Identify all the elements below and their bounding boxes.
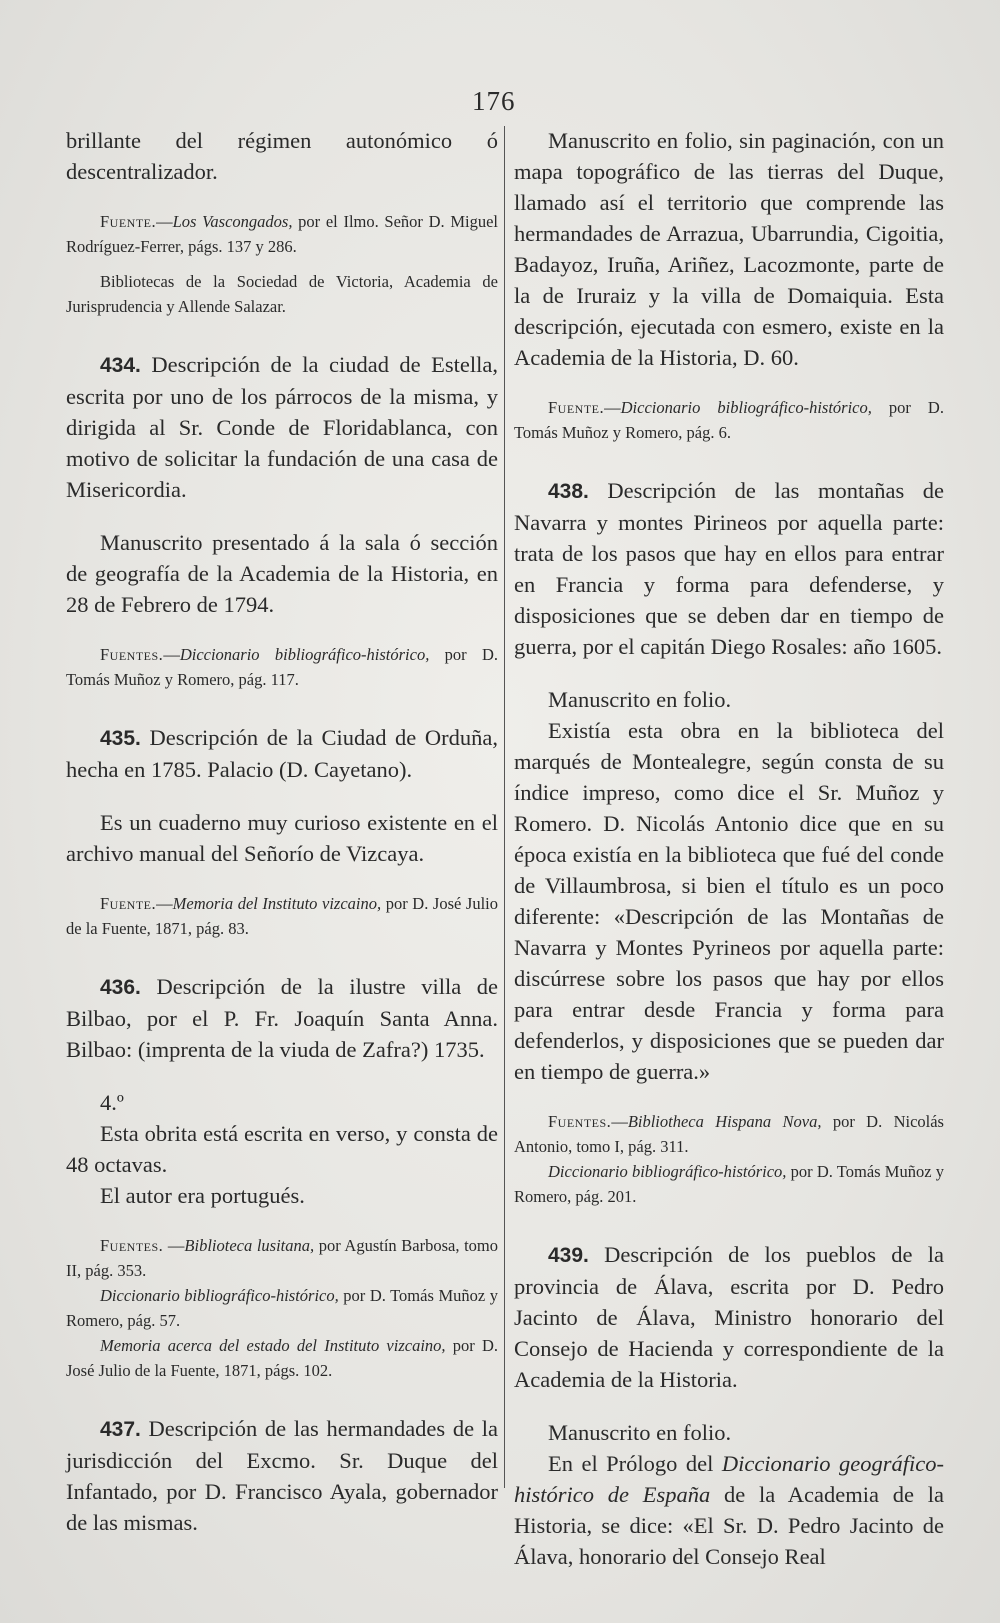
entry-439-heading [514, 1239, 944, 1395]
source-detail: por D. Tomás Muñoz y Romero, pág. 201. [514, 1162, 944, 1206]
entry-434-heading [66, 349, 498, 505]
entry-438-source-2 [514, 1159, 944, 1209]
source-label: Fuente. [548, 398, 605, 417]
entry-438-format: Manuscrito en folio. [548, 687, 732, 712]
source-label: Fuentes. [548, 1112, 612, 1131]
source-title: Diccionario bibliográfico-histórico, [620, 398, 872, 417]
entry-438-source-1: Fuentes.—Bibliotheca Hispana Nova, por D. Nicolás Antonio, tomo I, pág. 311. [514, 1112, 944, 1156]
entry-436-heading [66, 971, 498, 1065]
entry-437-description: Manuscrito en folio, sin paginación, con un mapa topográfico de las tierras del Duque, llamado así el territorio que comprende las hermandades de Arrazua, Ubarrundia, Cigoitia, Badayoz, Iruña, Ariñez, Lacozmonte, parte de la de Iruraiz y la villa de Domaiquia. Esta descripción, ejecutada con esmero, existe en la Academia de la Historia, D. 60. [514, 128, 944, 370]
column-divider [504, 126, 505, 1488]
entry-number: 436. [100, 976, 141, 999]
entry-438-heading [514, 475, 944, 662]
continued-text: brillante del régimen autonómico ó descentralizador. [66, 128, 498, 184]
entry-436-source-2 [66, 1283, 498, 1333]
source-detail: por D. Tomás Muñoz y Romero, pág. 6. [514, 398, 944, 442]
entry-title: Descripción de los pueblos de la provincia de Álava, escrita por D. Pedro Jacinto de Álava, Ministro honorario del Consejo de Hacienda y correspondiente de la Academia de la Historia. [514, 1242, 944, 1392]
entry-title: Descripción de la ilustre villa de Bilbao, por el P. Fr. Joaquín Santa Anna. Bilbao: (imprenta de la viuda de Zafra?) 1735. [66, 974, 498, 1062]
entry-436-author-note: El autor era portugués. [100, 1183, 305, 1208]
entry-434-source: Fuentes.—Diccionario bibliográfico-histórico, por D. Tomás Muñoz y Romero, pág. 117. [66, 645, 498, 689]
description-text: de la Academia de la Historia, se dice: «El Sr. D. Pedro Jacinto de Álava, honorario del Consejo Real [514, 1482, 945, 1569]
entry-436-source-1: Fuentes. —Biblioteca lusitana, por Agustín Barbosa, tomo II, pág. 353. [66, 1236, 498, 1280]
entry-number: 435. [100, 727, 141, 750]
entry-number: 439. [548, 1244, 589, 1267]
entry-title: Descripción de la Ciudad de Orduña, hecha en 1785. Palacio (D. Cayetano). [66, 725, 498, 782]
entry-number: 438. [548, 480, 589, 503]
entry-438-description: Existía esta obra en la biblioteca del marqués de Montealegre, según consta de su índice impreso, como dice el Sr. Muñoz y Romero. D. Nicolás Antonio dice que en su época existía en la biblioteca que fué del conde de Villaumbrosa, si bien el título es un poco diferente: «Descripción de las Montañas de Navarra y Montes Pyrineos por aquella parte: discúrrese sobre los pasos que hay por ellos para entrar desde Francia y forma para defenderlos, y disposiciones que se pueden dar en tiempo de guerra.» [514, 718, 944, 1084]
entry-436-source-3 [66, 1333, 498, 1383]
page-number: 176 [472, 86, 516, 116]
entry-439-description [514, 1448, 944, 1572]
entry-title: Descripción de la ciudad de Estella, escrita por uno de los párrocos de la misma, y dirigida al Sr. Conde de Floridablanca, con motivo de solicitar la fundación de una casa de Misericordia. [66, 352, 498, 502]
entry-title: Descripción de las hermandades de la jurisdicción del Excmo. Sr. Duque del Infantado, por D. Francisco Ayala, gobernador de las mismas. [66, 1416, 498, 1535]
entry-435-description: Es un cuaderno muy curioso existente en el archivo manual del Señorío de Vizcaya. [66, 810, 498, 866]
entry-title: Descripción de las montañas de Navarra y montes Pirineos por aquella parte: trata de los pasos que hay en ellos para entrar en Francia y forma para defenderse, y disposiciones que se deben dar en tiempo de guerra, por el capitán Diego Rosales: año 1605. [514, 478, 944, 659]
source-title: Diccionario bibliográfico-histórico, [100, 1286, 339, 1305]
description-text: En el Prólogo del [548, 1451, 722, 1476]
entry-434-description: Manuscrito presentado á la sala ó sección de geografía de la Academia de la Historia, en 28 de Febrero de 1794. [66, 530, 498, 617]
source-detail: por D. Tomás Muñoz y Romero, pág. 117. [66, 645, 498, 689]
source-label: Fuente. [100, 894, 157, 913]
source-detail: por D. José Julio de la Fuente, 1871, pág. 83. [66, 894, 499, 938]
source-entry: Fuente.—Los Vascongados, por el Ilmo. Señor D. Miguel Rodríguez-Ferrer, págs. 137 y 286. [66, 212, 499, 256]
entry-436-description: Esta obrita está escrita en verso, y consta de 48 octavas. [66, 1121, 498, 1177]
source-detail: por D. Nicolás Antonio, tomo I, pág. 311. [514, 1112, 944, 1156]
source-detail: por D. José Julio de la Fuente, 1871, págs. 102. [66, 1336, 498, 1380]
entry-number: 437. [100, 1418, 141, 1441]
entry-436-format: 4.º [100, 1090, 124, 1115]
libraries-note: Bibliotecas de la Sociedad de Victoria, Academia de Jurisprudencia y Allende Salazar. [66, 272, 498, 316]
source-label: Fuentes. [100, 1236, 164, 1255]
source-label: Fuentes. [100, 645, 164, 664]
source-title: Biblioteca lusitana, [184, 1236, 315, 1255]
source-title: Diccionario bibliográfico-histórico, [179, 645, 430, 664]
entry-number: 434. [100, 354, 141, 377]
left-column [66, 125, 498, 1538]
right-column [514, 125, 944, 1572]
entry-435-source: Fuente.—Memoria del Instituto vizcaino, por D. José Julio de la Fuente, 1871, pág. 83. [66, 894, 499, 938]
entry-439-format: Manuscrito en folio. [548, 1420, 732, 1445]
work-title: Diccionario geográfico-histórico de España [514, 1451, 944, 1507]
entry-437-heading [66, 1413, 498, 1538]
source-detail: por Agustín Barbosa, tomo II, pág. 353. [66, 1236, 498, 1280]
source-title: Bibliotheca Hispana Nova, [627, 1112, 822, 1131]
source-detail: por el Ilmo. Señor D. Miguel Rodríguez-Ferrer, págs. 137 y 286. [66, 212, 499, 256]
source-label: Fuente. [100, 212, 157, 231]
source-title: Memoria acerca del estado del Instituto vizcaino, [100, 1336, 446, 1355]
source-title: Memoria del Instituto vizcaino, [172, 894, 382, 913]
source-title: Diccionario bibliográfico-histórico, [548, 1162, 787, 1181]
entry-437-source: Fuente.—Diccionario bibliográfico-histórico, por D. Tomás Muñoz y Romero, pág. 6. [514, 398, 944, 442]
source-title: Los Vascongados, [172, 212, 293, 231]
source-detail: por D. Tomás Muñoz y Romero, pág. 57. [66, 1286, 498, 1330]
entry-435-heading [66, 722, 498, 785]
